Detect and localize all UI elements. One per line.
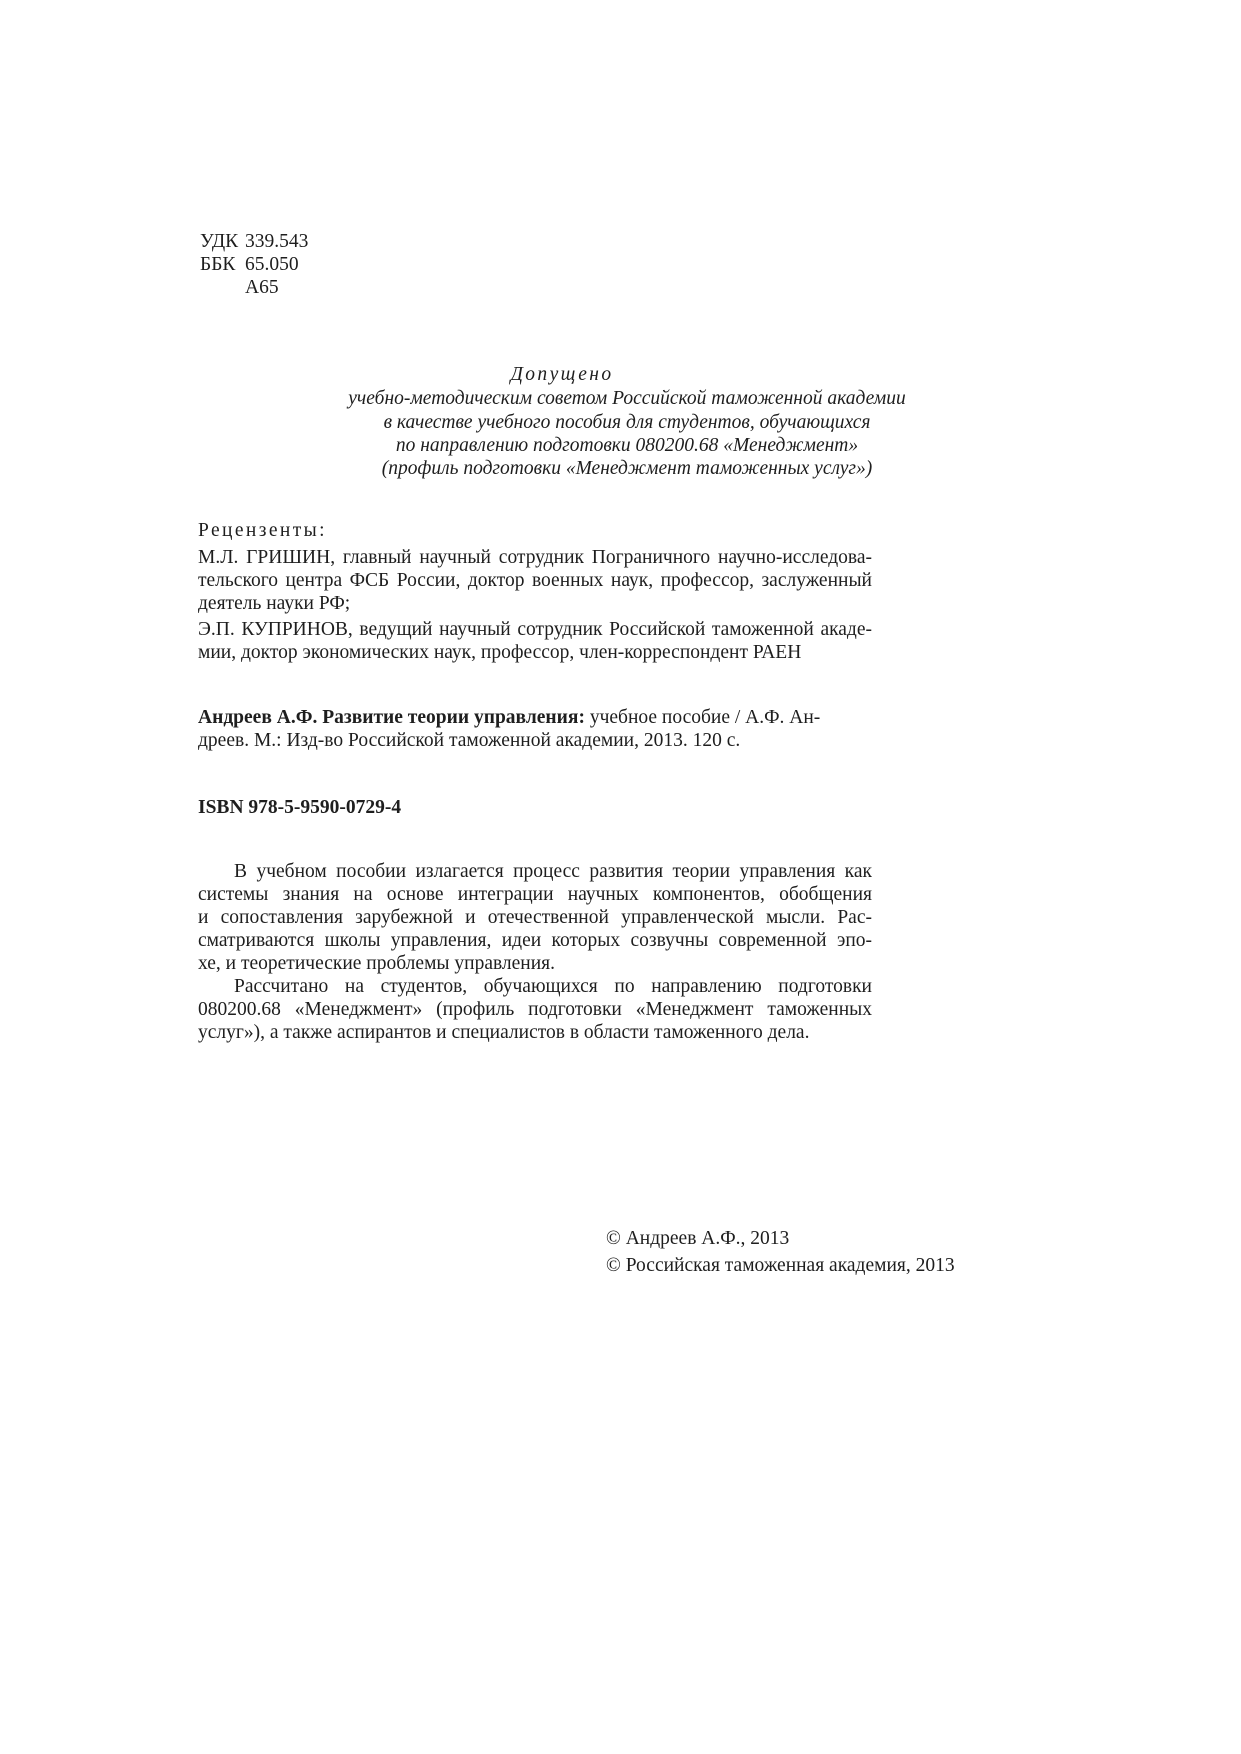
abstract-line: хе, и теоретические проблемы управления.	[198, 953, 556, 974]
approval-line: по направлению подготовки 080200.68 «Менеджмент»	[395, 435, 859, 456]
citation-line-2: дреев. М.: Изд-во Российской таможенной академии, 2013. 120 с.	[198, 730, 741, 751]
isbn: ISBN 978-5-9590-0729-4	[198, 797, 402, 818]
approval-line: (профиль подготовки «Менеджмент таможенных услуг»)	[381, 458, 873, 479]
udk-value: 339.543	[245, 231, 309, 252]
reviewer-line: деятель науки РФ;	[198, 593, 351, 614]
abstract-line: Рассчитано на студентов, обучающихся по направлению подготовки	[234, 976, 872, 997]
abstract-line: сматриваются школы управления, идеи которых созвучны современной эпо-	[198, 930, 872, 951]
copyright-author: © Андреев А.Ф., 2013	[606, 1228, 790, 1249]
reviewer-line: Э.П. КУПРИНОВ, ведущий научный сотрудник Российской таможенной акаде-	[198, 619, 872, 640]
copyright-publisher: © Российская таможенная академия, 2013	[606, 1255, 955, 1276]
reviewer-line: М.Л. ГРИШИН, главный научный сотрудник Пограничного научно-исследова-	[198, 547, 872, 568]
bbk-label: ББК	[200, 254, 236, 275]
author-mark: А65	[245, 277, 279, 298]
reviewer-line: мии, доктор экономических наук, профессор, член-корреспондент РАЕН	[198, 642, 802, 663]
abstract-line: и сопоставления зарубежной и отечественной управленческой мысли. Рас-	[198, 907, 872, 928]
reviewer-line: тельского центра ФСБ России, доктор военных наук, профессор, заслуженный	[198, 570, 872, 591]
citation-description: учебное пособие / А.Ф. Ан-	[584, 707, 821, 728]
abstract-line: 080200.68 «Менеджмент» (профиль подготовки «Менеджмент таможенных	[198, 999, 872, 1020]
udk-label: УДК	[200, 231, 239, 252]
approval-heading: Допущено	[510, 364, 614, 385]
approval-line: учебно-методическим советом Российской таможенной академии	[348, 388, 906, 409]
reviewers-heading: Рецензенты:	[198, 520, 328, 541]
abstract-line: системы знания на основе интеграции научных компонентов, обобщения	[198, 884, 872, 905]
abstract-line: услуг»), а также аспирантов и специалистов в области таможенного дела.	[198, 1022, 810, 1043]
abstract-line: В учебном пособии излагается процесс развития теории управления как	[234, 861, 872, 882]
bbk-value: 65.050	[245, 254, 299, 275]
approval-line: в качестве учебного пособия для студентов, обучающихся	[383, 412, 871, 433]
citation-author-title: Андреев А.Ф. Развитие теории управления:	[198, 707, 585, 728]
